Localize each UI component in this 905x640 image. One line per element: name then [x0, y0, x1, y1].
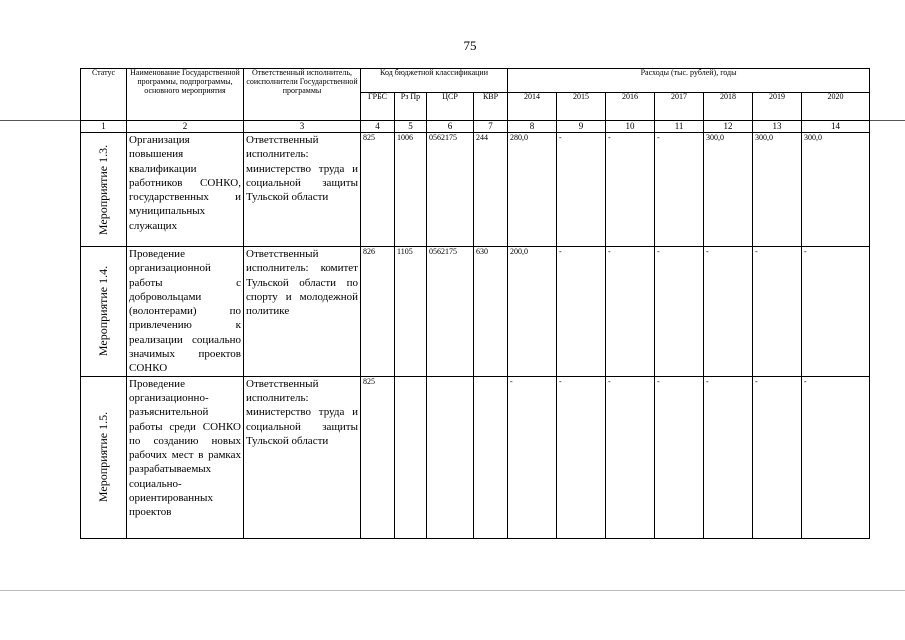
header-csr: ЦСР [427, 93, 474, 121]
column-number: 3 [244, 121, 361, 133]
page-number: 75 [463, 38, 477, 53]
column-number: 10 [606, 121, 655, 133]
expense-value: - [753, 247, 802, 377]
header-name: Наименование Государственной программы, подпрограммы, основного мероприятия [127, 69, 244, 121]
expense-value: 300,0 [704, 133, 753, 247]
expense-value: - [606, 376, 655, 538]
csr-code: 0562175 [427, 247, 474, 377]
column-number: 12 [704, 121, 753, 133]
header-year: 2016 [606, 93, 655, 121]
expense-value: - [557, 376, 606, 538]
column-number: 2 [127, 121, 244, 133]
expense-value: - [704, 247, 753, 377]
grbs-code: 825 [361, 376, 395, 538]
expense-value: - [655, 247, 704, 377]
column-number: 8 [508, 121, 557, 133]
expense-value: - [606, 133, 655, 247]
column-number: 9 [557, 121, 606, 133]
grbs-code: 825 [361, 133, 395, 247]
status-label: Мероприятие 1.3. [95, 144, 110, 235]
column-number: 6 [427, 121, 474, 133]
rzpr-code: 1105 [395, 247, 427, 377]
column-number: 11 [655, 121, 704, 133]
activity-name: Проведение организационной работы с добровольцами (волонтерами) по привлечению к реализации социально значимых проектов СОНКО [127, 247, 244, 377]
rzpr-code: 1006 [395, 133, 427, 247]
activity-name: Проведение организационно-разъяснительной работы среди СОНКО по созданию новых рабочих мест в рамках разрабатываемых социально-ориентированных проектов [127, 376, 244, 538]
header-year: 2019 [753, 93, 802, 121]
status-label: Мероприятие 1.4. [95, 266, 110, 357]
expense-value: 300,0 [802, 133, 870, 247]
responsible-executor: Ответственный исполнитель: комитет Тульской области по спорту и молодежной политике [244, 247, 361, 377]
grbs-code: 826 [361, 247, 395, 377]
kvr-code: 630 [474, 247, 508, 377]
expense-value: 300,0 [753, 133, 802, 247]
table-row [81, 376, 870, 538]
header-year: 2017 [655, 93, 704, 121]
expense-value: - [655, 133, 704, 247]
rzpr-code [395, 376, 427, 538]
scan-artifact-line [868, 120, 905, 121]
header-rzpr: Рз Пр [395, 93, 427, 121]
header-status: Статус [81, 69, 127, 121]
scan-artifact-line [0, 120, 80, 121]
expense-value: - [606, 247, 655, 377]
expense-value: - [704, 376, 753, 538]
column-number: 13 [753, 121, 802, 133]
activity-name: Организация повышения квалификации работников СОНКО, государственных и муниципальных служащих [127, 133, 244, 247]
csr-code: 0562175 [427, 133, 474, 247]
kvr-code: 244 [474, 133, 508, 247]
expense-value: 280,0 [508, 133, 557, 247]
header-kvr: КВР [474, 93, 508, 121]
expense-value: - [802, 376, 870, 538]
kvr-code [474, 376, 508, 538]
table-row [81, 133, 870, 247]
header-executor: Ответственный исполнитель, соисполнители Государственной программы [244, 69, 361, 121]
expense-value: - [557, 247, 606, 377]
header-expenses: Расходы (тыс. рублей), годы [508, 69, 870, 93]
header-year: 2014 [508, 93, 557, 121]
status-label: Мероприятие 1.5. [95, 412, 110, 503]
expense-value: 200,0 [508, 247, 557, 377]
column-number: 7 [474, 121, 508, 133]
expense-value: - [557, 133, 606, 247]
scan-artifact-line [0, 590, 905, 591]
status-cell [81, 376, 127, 538]
responsible-executor: Ответственный исполнитель: министерство труда и социальной защиты Тульской области [244, 376, 361, 538]
csr-code [427, 376, 474, 538]
column-number: 14 [802, 121, 870, 133]
header-year: 2018 [704, 93, 753, 121]
responsible-executor: Ответственный исполнитель: министерство труда и социальной защиты Тульской области [244, 133, 361, 247]
table-row [81, 247, 870, 377]
budget-table [80, 68, 870, 539]
column-number: 5 [395, 121, 427, 133]
status-cell [81, 133, 127, 247]
expense-value: - [655, 376, 704, 538]
column-number: 1 [81, 121, 127, 133]
column-numbers-row [81, 121, 870, 133]
header-year: 2020 [802, 93, 870, 121]
column-number: 4 [361, 121, 395, 133]
header-year: 2015 [557, 93, 606, 121]
expense-value: - [802, 247, 870, 377]
expense-value: - [508, 376, 557, 538]
header-grbs: ГРБС [361, 93, 395, 121]
expense-value: - [753, 376, 802, 538]
status-cell [81, 247, 127, 377]
header-budget-code: Код бюджетной классификации [361, 69, 508, 93]
